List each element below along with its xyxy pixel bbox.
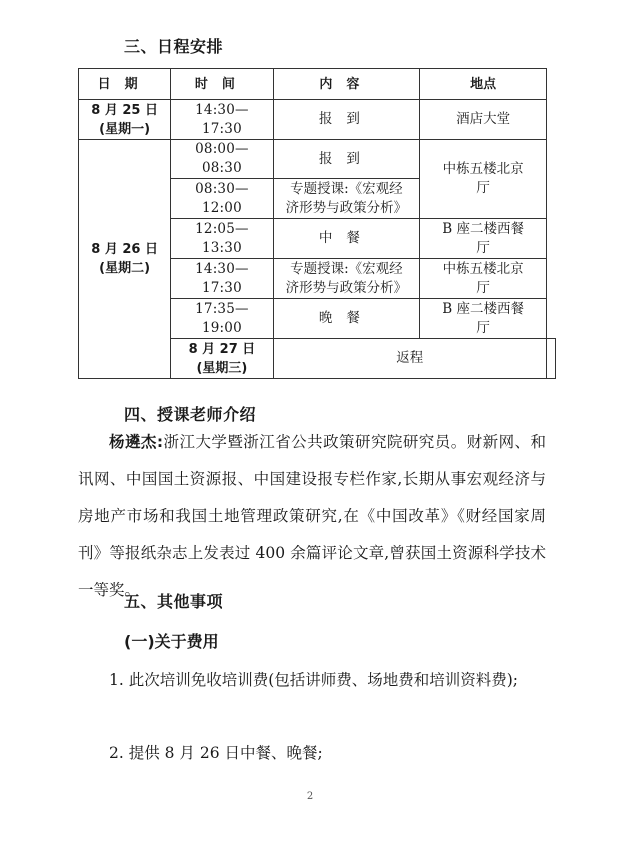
day2-weekday: (星期二) — [99, 261, 151, 276]
page-number: 2 — [306, 791, 314, 802]
day3-weekday: (星期三) — [196, 360, 248, 376]
loc-line: 中栋五楼北京 — [442, 161, 524, 177]
day1-location: 酒店大堂 — [420, 100, 547, 140]
day2-morning-location — [420, 140, 547, 219]
day3-date-cell — [171, 339, 273, 379]
day2-row2-content — [273, 179, 420, 219]
loc-line: 厅 — [476, 239, 490, 256]
section-title-instructor: 四、授课老师介绍 — [124, 405, 257, 424]
loc-line: 中栋五楼北京 — [442, 260, 524, 277]
day1-date-cell — [79, 100, 171, 140]
day2-row3-time: 12:05—13:30 — [171, 219, 273, 259]
day2-row3-content: 中餐 — [273, 219, 420, 259]
day3-location — [547, 339, 556, 379]
table-row — [79, 140, 556, 179]
content-line: 济形势与政策分析》 — [285, 279, 408, 296]
day1-weekday: (星期一) — [99, 121, 151, 137]
header-content: 内容 — [273, 69, 420, 100]
loc-line: 厅 — [476, 279, 490, 296]
header-date: 日期 — [79, 69, 171, 100]
day2-afternoon-location — [420, 259, 547, 299]
day1-time: 14:30—17:30 — [171, 100, 273, 140]
day2-row4-time: 14:30—17:30 — [171, 259, 273, 299]
header-location: 地点 — [420, 69, 547, 100]
day3-content: 返程 — [273, 339, 546, 379]
day3-date: 8 月 27 日 — [188, 341, 256, 357]
day2-row5-content: 晚餐 — [273, 299, 420, 339]
instructor-bio — [78, 424, 546, 609]
table-row — [79, 100, 556, 140]
day2-date-cell — [79, 140, 171, 379]
header-time: 时间 — [171, 69, 273, 100]
loc-line: B 座二楼西餐 — [442, 220, 524, 237]
schedule-table — [78, 68, 556, 379]
instructor-name: 杨遴杰: — [109, 433, 164, 451]
loc-line: 厅 — [476, 180, 490, 196]
content-line: 济形势与政策分析》 — [285, 199, 408, 216]
day2-row1-time: 08:00—08:30 — [171, 140, 273, 179]
loc-line: B 座二楼西餐 — [442, 300, 524, 317]
day2-row5-time: 17:35—19:00 — [171, 299, 273, 339]
section-title-other: 五、其他事项 — [124, 592, 224, 611]
day1-content: 报到 — [273, 100, 420, 140]
day2-dinner-location — [420, 299, 547, 339]
content-line: 专题授课:《宏观经 — [290, 180, 403, 197]
day2-lunch-location — [420, 219, 547, 259]
fee-item-2: 2. 提供 8 月 26 日中餐、晚餐; — [109, 744, 323, 762]
day1-date: 8 月 25 日 — [91, 102, 158, 118]
table-header-row — [79, 69, 556, 100]
fee-item-1: 1. 此次培训免收培训费(包括讲师费、场地费和培训资料费); — [109, 671, 519, 689]
day2-row4-content — [273, 259, 420, 299]
day2-date: 8 月 26 日 — [91, 242, 158, 257]
day2-row1-content: 报到 — [273, 140, 420, 179]
instructor-bio-text: 浙江大学暨浙江省公共政策研究院研究员。财新网、和讯网、中国国土资源报、中国建设报专栏作家,长期从事宏观经济与房地产市场和我国土地管理政策研究,在《中国改革》《财经国家周刊》等报纸杂志上发表过 400 余篇评论文章,曾获国土资源科学技术一等奖。 — [78, 433, 546, 599]
section-title-schedule: 三、日程安排 — [124, 37, 224, 56]
loc-line: 厅 — [476, 319, 490, 336]
day2-row2-time: 08:30—12:00 — [171, 179, 273, 219]
content-line: 专题授课:《宏观经 — [290, 260, 403, 277]
subsection-title-fees: (一)关于费用 — [124, 632, 219, 651]
